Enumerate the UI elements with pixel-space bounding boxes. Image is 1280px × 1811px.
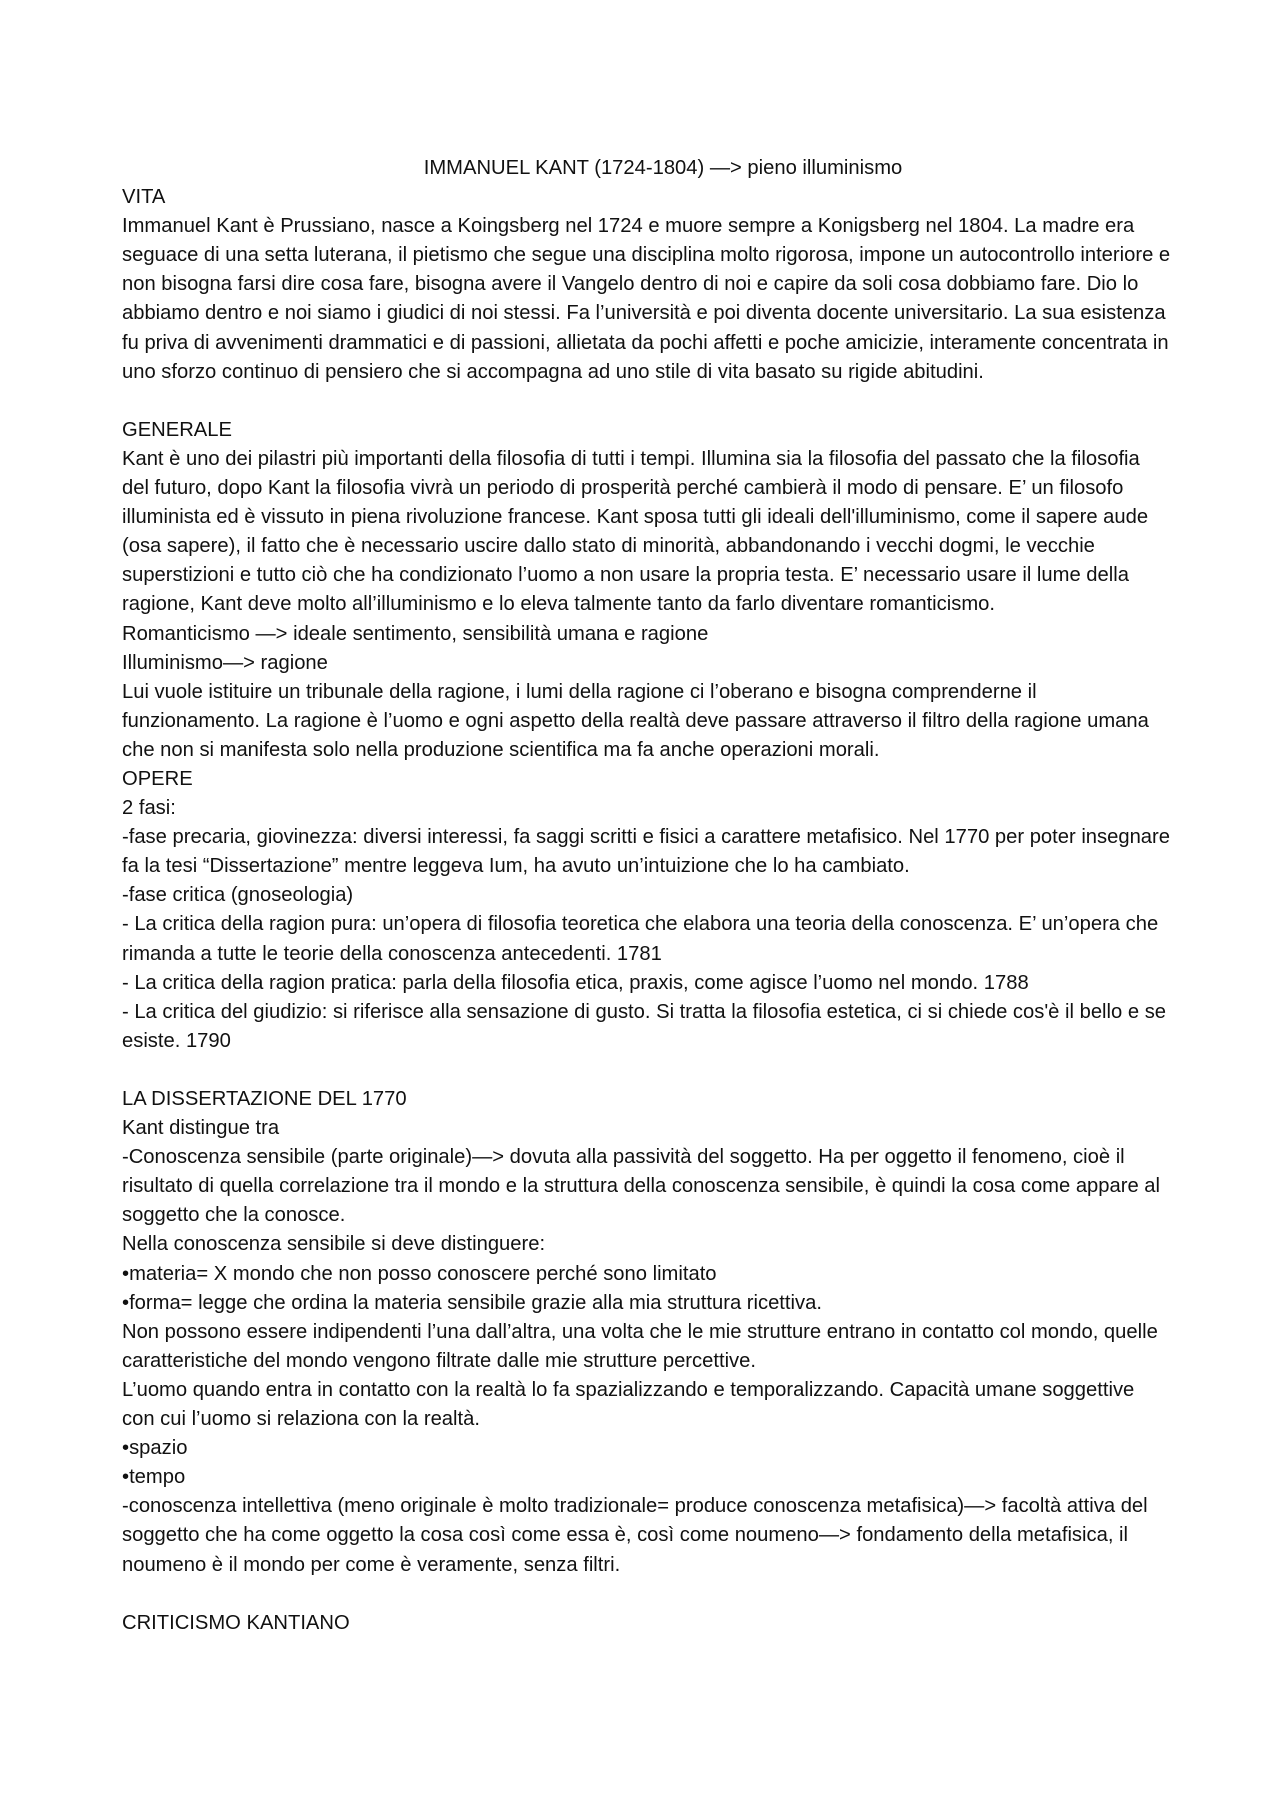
paragraph-critica-giudizio: - La critica del giudizio: si riferisce alla sensazione di gusto. Si tratta la filosofia estetica, ci si chiede cos'è il bello e se esiste. 1790 [122, 1000, 1167, 1052]
paragraph-non-possono: Non possono essere indipendenti l’una dall’altra, una volta che le mie strutture entrano in contatto col mondo, quelle caratteristiche del mondo vengono filtrate dalle mie strutture percettive. [122, 1320, 1158, 1372]
document-body [122, 154, 1172, 1638]
line-romanticismo: Romanticismo —> ideale sentimento, sensibilità umana e ragione [122, 622, 709, 645]
paragraph-generale: Kant è uno dei pilastri più importanti della filosofia di tutti i tempi. Illumina sia la filosofia del passato che la filosofia del futuro, dopo Kant la filosofia vivrà un periodo di prosperità perché cambierà il modo di pensare. E’ un filosofo illuminista ed è vissuto in piena rivoluzione francese. Kant sposa tutti gli ideali dell'illuminismo, come il sapere aude (osa sapere), il fatto che è necessario uscire dallo stato di minorità, abbandonando i vecchi dogmi, le vecchie superstizioni e tutto ciò che ha condizionato l’uomo a non usare la propria testa. E’ necessario usare il lume della ragione, Kant deve molto all’illuminismo e lo eleva talmente tanto da farlo diventare romanticismo. [122, 447, 1149, 616]
blank-line [122, 1056, 1172, 1085]
paragraph-tribunale: Lui vuole istituire un tribunale della ragione, i lumi della ragione ci l’oberano e bisogna comprenderne il funzionamento. La ragione è l’uomo e ogni aspetto della realtà deve passare attraverso il filtro della ragione umana che non si manifesta solo nella produzione scientifica ma fa anche operazioni morali. [122, 680, 1149, 761]
line-fasi: 2 fasi: [122, 797, 176, 820]
line-illuminismo: Illuminismo—> ragione [122, 651, 328, 674]
paragraph-fase-precaria: -fase precaria, giovinezza: diversi interessi, fa saggi scritti e fisici a carattere metafisico. Nel 1770 per poter insegnare fa la tesi “Dissertazione” mentre leggeva Ium, ha avuto un’intuizione che lo ha cambiato. [122, 826, 1170, 878]
paragraph-vita: Immanuel Kant è Prussiano, nasce a Koingsberg nel 1724 e muore sempre a Konigsberg nel 1804. La madre era seguace di una setta luterana, il pietismo che segue una disciplina molto rigorosa, impone un autocontrollo interiore e non bisogna farsi dire cosa fare, bisogna avere il Vangelo dentro di noi e capire da soli cosa dobbiamo fare. Dio lo abbiamo dentro e noi siamo i giudici di noi stessi. Fa l’università e poi diventa docente universitario. La sua esistenza fu priva di avvenimenti drammatici e di passioni, allietata da pochi affetti e poche amicizie, interamente concentrata in uno sforzo continuo di pensiero che si accompagna ad uno stile di vita basato su rigide abitudini. [122, 215, 1171, 383]
section-heading-dissertazione: LA DISSERTAZIONE DEL 1770 [122, 1088, 407, 1110]
paragraph-conoscenza-intellettiva: -conoscenza intellettiva (meno originale è molto tradizionale= produce conoscenza metafisica)—> facoltà attiva del soggetto che ha come oggetto la cosa così come essa è, così come noumeno—> fondamento della metafisica, il noumeno è il mondo per come è veramente, senza filtri. [122, 1495, 1148, 1576]
bullet-materia: •materia= X mondo che non posso conoscere perché sono limitato [122, 1262, 717, 1285]
blank-line [122, 1580, 1172, 1609]
paragraph-uomo: L’uomo quando entra in contatto con la realtà lo fa spazializzando e temporalizzando. Capacità umane soggettive con cui l’uomo si relaziona con la realtà. [122, 1378, 1135, 1431]
section-heading-criticismo: CRITICISMO KANTIANO [122, 1611, 350, 1634]
bullet-tempo: •tempo [122, 1466, 186, 1489]
paragraph-critica-pura: - La critica della ragion pura: un’opera di filosofia teoretica che elabora una teoria della conoscenza. E’ un’opera che rimanda a tutte le teorie della conoscenza antecedenti. 1781 [122, 913, 1159, 965]
document-title: IMMANUEL KANT (1724-1804) —> pieno illuminismo [423, 157, 903, 179]
paragraph-conoscenza-sensibile: -Conoscenza sensibile (parte originale)—> dovuta alla passività del soggetto. Ha per oggetto il fenomeno, cioè il risultato di quella correlazione tra il mondo e la struttura della conoscenza sensibile, è quindi la cosa come appare al soggetto che la conosce. [122, 1146, 1161, 1227]
section-heading-generale: GENERALE [122, 418, 232, 441]
blank-line [122, 387, 1172, 416]
section-heading-opere: OPERE [122, 767, 193, 790]
section-heading-vita: VITA [122, 186, 166, 209]
paragraph-critica-pratica: - La critica della ragion pratica: parla della filosofia etica, praxis, come agisce l’uomo nel mondo. 1788 [122, 971, 1029, 994]
line-distinguere: Nella conoscenza sensibile si deve distinguere: [122, 1233, 546, 1256]
bullet-spazio: •spazio [122, 1437, 188, 1460]
line-distingue: Kant distingue tra [122, 1117, 280, 1140]
bullet-forma: •forma= legge che ordina la materia sensibile grazie alla mia struttura ricettiva. [122, 1291, 822, 1314]
line-fase-critica: -fase critica (gnoseologia) [122, 884, 354, 907]
